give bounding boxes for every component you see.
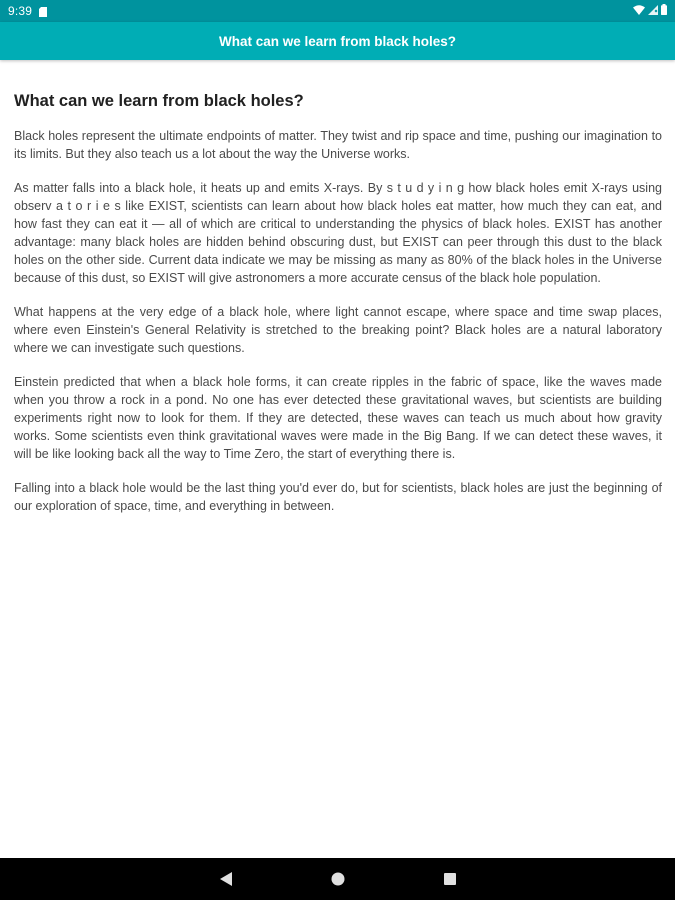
article-paragraph: Einstein predicted that when a black hole forms, it can create ripples in the fabric of space, like the waves made when you throw a rock in a pond. No one has ever detected these gravitational waves, but scientists are building experiments right now to look for them. If they are detected, these waves can teach us much about how gravity works. Some scientists even think gravitational waves were made in the Big Bang. If we can detect these waves, it will be like looking back all the way to Time Zero, the start of everything there is. [14, 375, 662, 461]
recents-icon [443, 872, 457, 886]
home-icon [330, 871, 346, 887]
article-title: What can we learn from black holes? [14, 92, 304, 110]
article-paragraph: What happens at the very edge of a black hole, where light cannot escape, where space and time swap places, where even Einstein's General Relativity is stretched to the breaking point? Black holes are a natural laboratory where we can investigate such questions. [14, 305, 662, 355]
status-icons [633, 4, 667, 18]
navigation-bar [0, 858, 675, 900]
sd-card-icon [39, 6, 47, 16]
article-paragraph: As matter falls into a black hole, it heats up and emits X-rays. By s t u d y i n g how black holes emit X-rays using observ a t o r i e s like EXIST, scientists can learn about how black holes eat matter, how much they can eat, and how fast they can eat it — all of which are critical to understanding the physics of black holes. EXIST has another advantage: many black holes are hidden behind obscuring dust, but EXIST can peer through this dust to the black holes on the other side. Current data indicate we may be missing as many as 80% of the black holes in the Universe because of this dust, so EXIST will give astronomers a more accurate census of the black hole population. [14, 181, 662, 285]
status-time: 9:39 [8, 4, 33, 18]
article-paragraph: Falling into a black hole would be the last thing you'd ever do, but for scientists, black holes are just the beginning of our exploration of space, time, and everything in between. [14, 481, 662, 513]
app-bar-title: What can we learn from black holes? [218, 33, 457, 49]
article-content[interactable] [14, 60, 662, 531]
article-paragraph: Black holes represent the ultimate endpoints of matter. They twist and rip space and time, pushing our imagination to its limits. But they also teach us a lot about the way the Universe works. [14, 129, 662, 161]
app-bar [0, 22, 675, 60]
home-button[interactable] [318, 859, 358, 899]
back-icon [219, 871, 233, 887]
recents-button[interactable] [430, 859, 470, 899]
signal-icon [648, 4, 658, 18]
back-button[interactable] [206, 859, 246, 899]
wifi-icon [633, 4, 645, 18]
battery-icon [661, 4, 667, 18]
status-bar [0, 0, 675, 22]
